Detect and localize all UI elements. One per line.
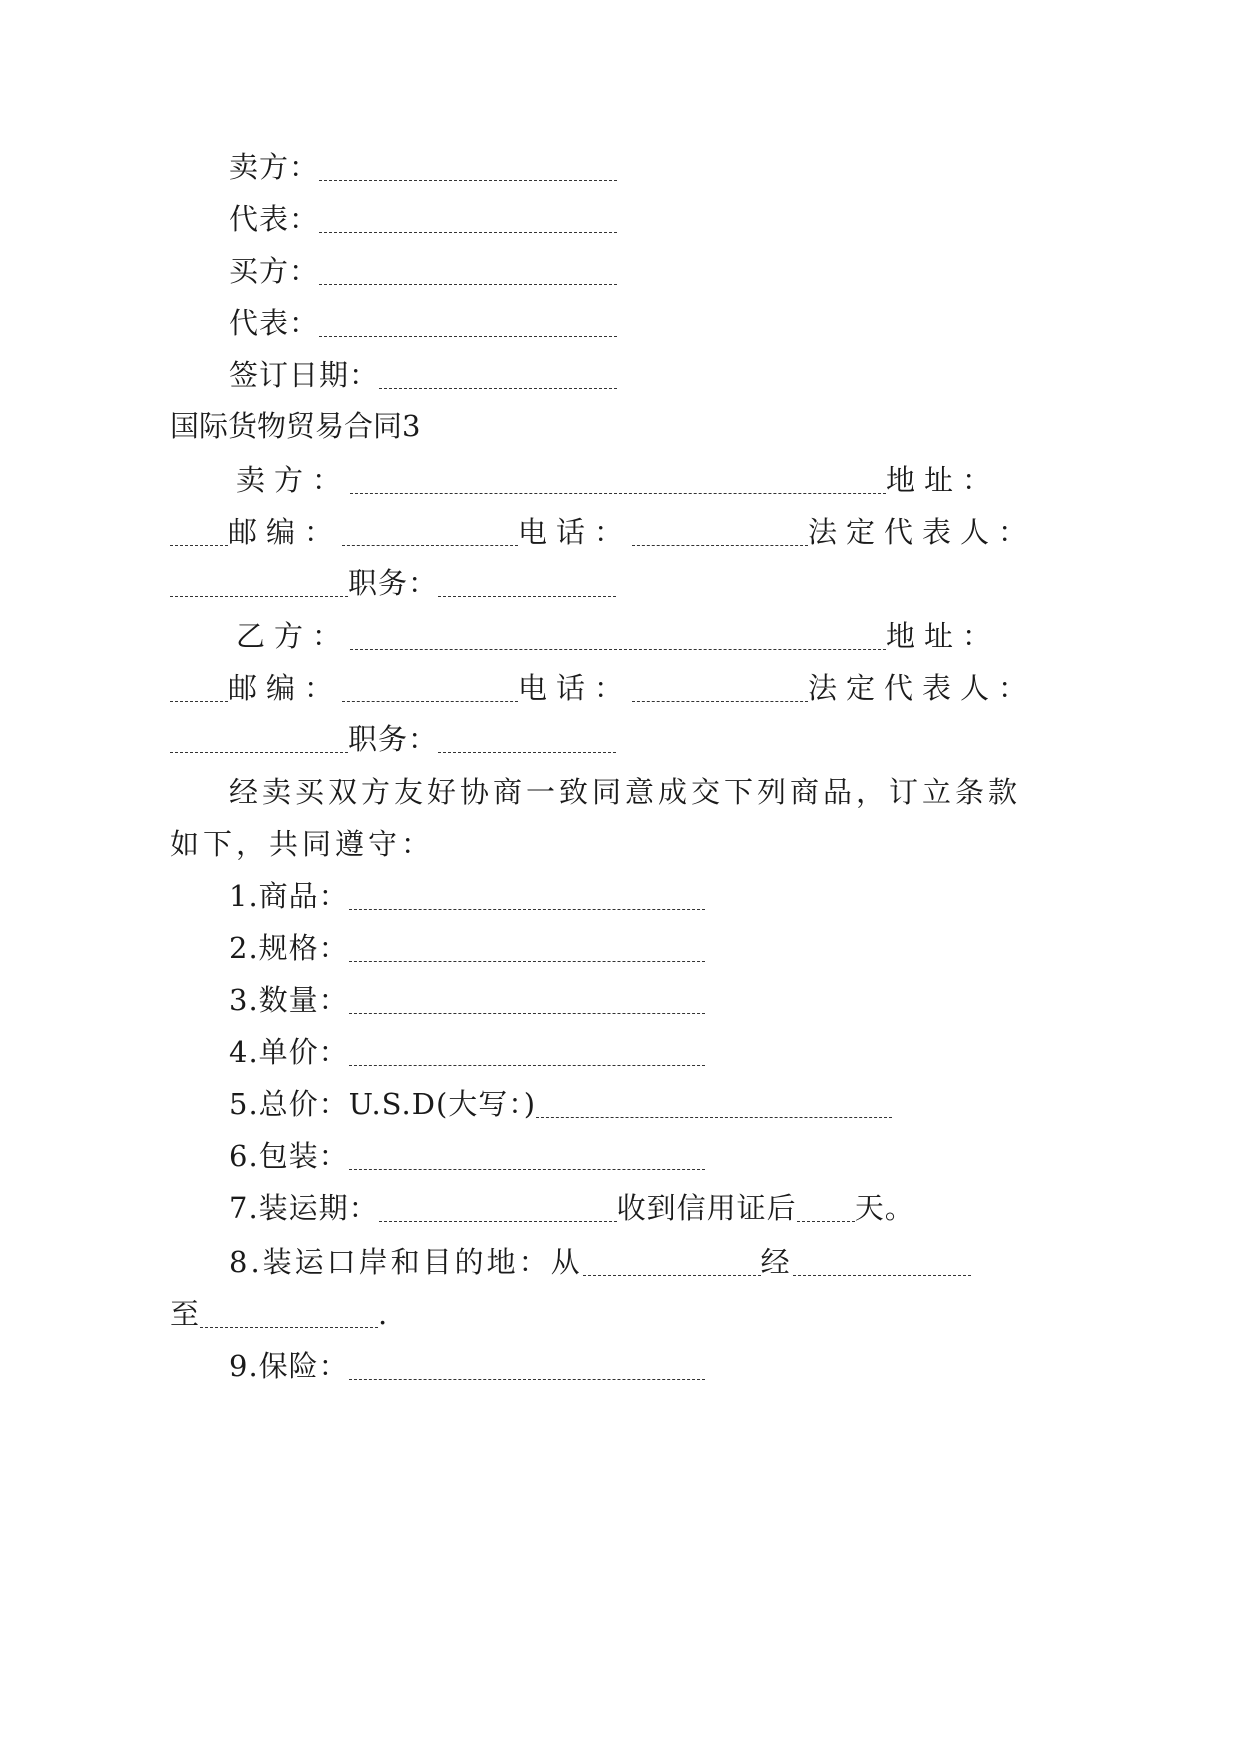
party-b-address-blank	[170, 668, 228, 708]
term-3-line	[229, 980, 705, 1020]
party-a-legal-rep-blank	[170, 563, 348, 603]
party-a-name-line	[236, 460, 1000, 500]
term-2-line	[229, 928, 705, 968]
term-1-blank	[349, 876, 705, 916]
party-a-position-label: 职务：	[348, 566, 439, 600]
signing-date-line	[229, 355, 617, 395]
term-7-label: 7.装运期：	[229, 1191, 379, 1225]
party-b-phone-blank	[632, 668, 808, 708]
term-6-label: 6.包装：	[229, 1139, 349, 1173]
term-2-label: 2.规格：	[229, 931, 349, 965]
party-a-position-blank	[438, 563, 616, 603]
term-8-to-blank	[200, 1294, 378, 1334]
term-6-line	[229, 1136, 705, 1176]
party-a-name-label: 卖方：	[236, 463, 351, 497]
party-b-address-label: 地址：	[886, 619, 1001, 653]
buyer-signature-line	[229, 251, 617, 291]
term-5-line	[229, 1084, 892, 1124]
party-a-postcode-label: 邮编：	[228, 515, 343, 549]
term-8-to-label: 至	[170, 1297, 201, 1331]
representative-signature-line-2	[229, 303, 617, 343]
party-a-address-blank	[170, 512, 228, 552]
seller-blank	[319, 147, 617, 187]
term-9-blank	[349, 1346, 705, 1386]
term-5-blank	[536, 1084, 892, 1124]
party-a-postcode-blank	[342, 512, 518, 552]
term-5-label: 5.总价：U.S.D(大写：)	[229, 1087, 537, 1121]
party-b-name-label: 乙方：	[236, 619, 351, 653]
party-b-position-label: 职务：	[348, 722, 439, 756]
representative-blank-2	[319, 303, 617, 343]
party-b-position-line	[170, 719, 616, 759]
seller-signature-line	[229, 147, 617, 187]
party-b-contact-line	[170, 668, 1036, 708]
term-7-end-text: 天。	[854, 1191, 915, 1225]
representative-signature-line-1	[229, 199, 617, 239]
party-b-position-blank	[438, 719, 616, 759]
party-a-name-blank	[350, 460, 886, 500]
term-8-line	[229, 1242, 971, 1282]
intro-line-1: 经卖买双方友好协商一致同意成交下列商品，订立条款	[229, 775, 1022, 809]
signing-date-label: 签订日期：	[229, 358, 380, 392]
term-3-label: 3.数量：	[229, 983, 349, 1017]
buyer-blank	[319, 251, 617, 291]
party-a-contact-line	[170, 512, 1036, 552]
term-8-label: 8.装运口岸和目的地：从	[229, 1245, 583, 1279]
party-a-position-line	[170, 563, 616, 603]
term-8-continuation-line	[170, 1294, 388, 1334]
term-7-mid-text: 收到信用证后	[616, 1191, 797, 1225]
party-b-name-blank	[350, 616, 886, 656]
term-9-label: 9.保险：	[229, 1349, 349, 1383]
term-4-line	[229, 1032, 705, 1072]
buyer-label: 买方：	[229, 254, 320, 288]
party-b-legal-rep-label: 法定代表人：	[808, 671, 1037, 705]
term-6-blank	[349, 1136, 705, 1176]
term-8-end-text: .	[378, 1297, 389, 1331]
term-9-line	[229, 1346, 705, 1386]
party-b-postcode-blank	[342, 668, 518, 708]
term-8-from-blank	[583, 1242, 761, 1282]
representative-label-1: 代表：	[229, 202, 320, 236]
term-1-label: 1.商品：	[229, 879, 349, 913]
term-7-date-blank	[379, 1188, 617, 1228]
term-4-label: 4.单价：	[229, 1035, 349, 1069]
party-a-address-label: 地址：	[886, 463, 1001, 497]
term-7-days-blank	[797, 1188, 855, 1228]
term-3-blank	[349, 980, 705, 1020]
party-a-phone-label: 电话：	[518, 515, 633, 549]
party-b-postcode-label: 邮编：	[228, 671, 343, 705]
party-b-phone-label: 电话：	[518, 671, 633, 705]
party-a-phone-blank	[632, 512, 808, 552]
term-8-via-blank	[793, 1242, 971, 1282]
intro-line-2: 如下，共同遵守：	[170, 827, 435, 861]
term-1-line	[229, 876, 705, 916]
party-b-name-line	[236, 616, 1000, 656]
term-8-via-label: 经	[760, 1245, 793, 1279]
term-7-line	[229, 1188, 915, 1228]
representative-label-2: 代表：	[229, 306, 320, 340]
representative-blank-1	[319, 199, 617, 239]
contract-title: 国际货物贸易合同3	[170, 409, 421, 443]
term-4-blank	[349, 1032, 705, 1072]
seller-label: 卖方：	[229, 150, 320, 184]
signing-date-blank	[379, 355, 617, 395]
party-a-legal-rep-label: 法定代表人：	[808, 515, 1037, 549]
party-b-legal-rep-blank	[170, 719, 348, 759]
term-2-blank	[349, 928, 705, 968]
